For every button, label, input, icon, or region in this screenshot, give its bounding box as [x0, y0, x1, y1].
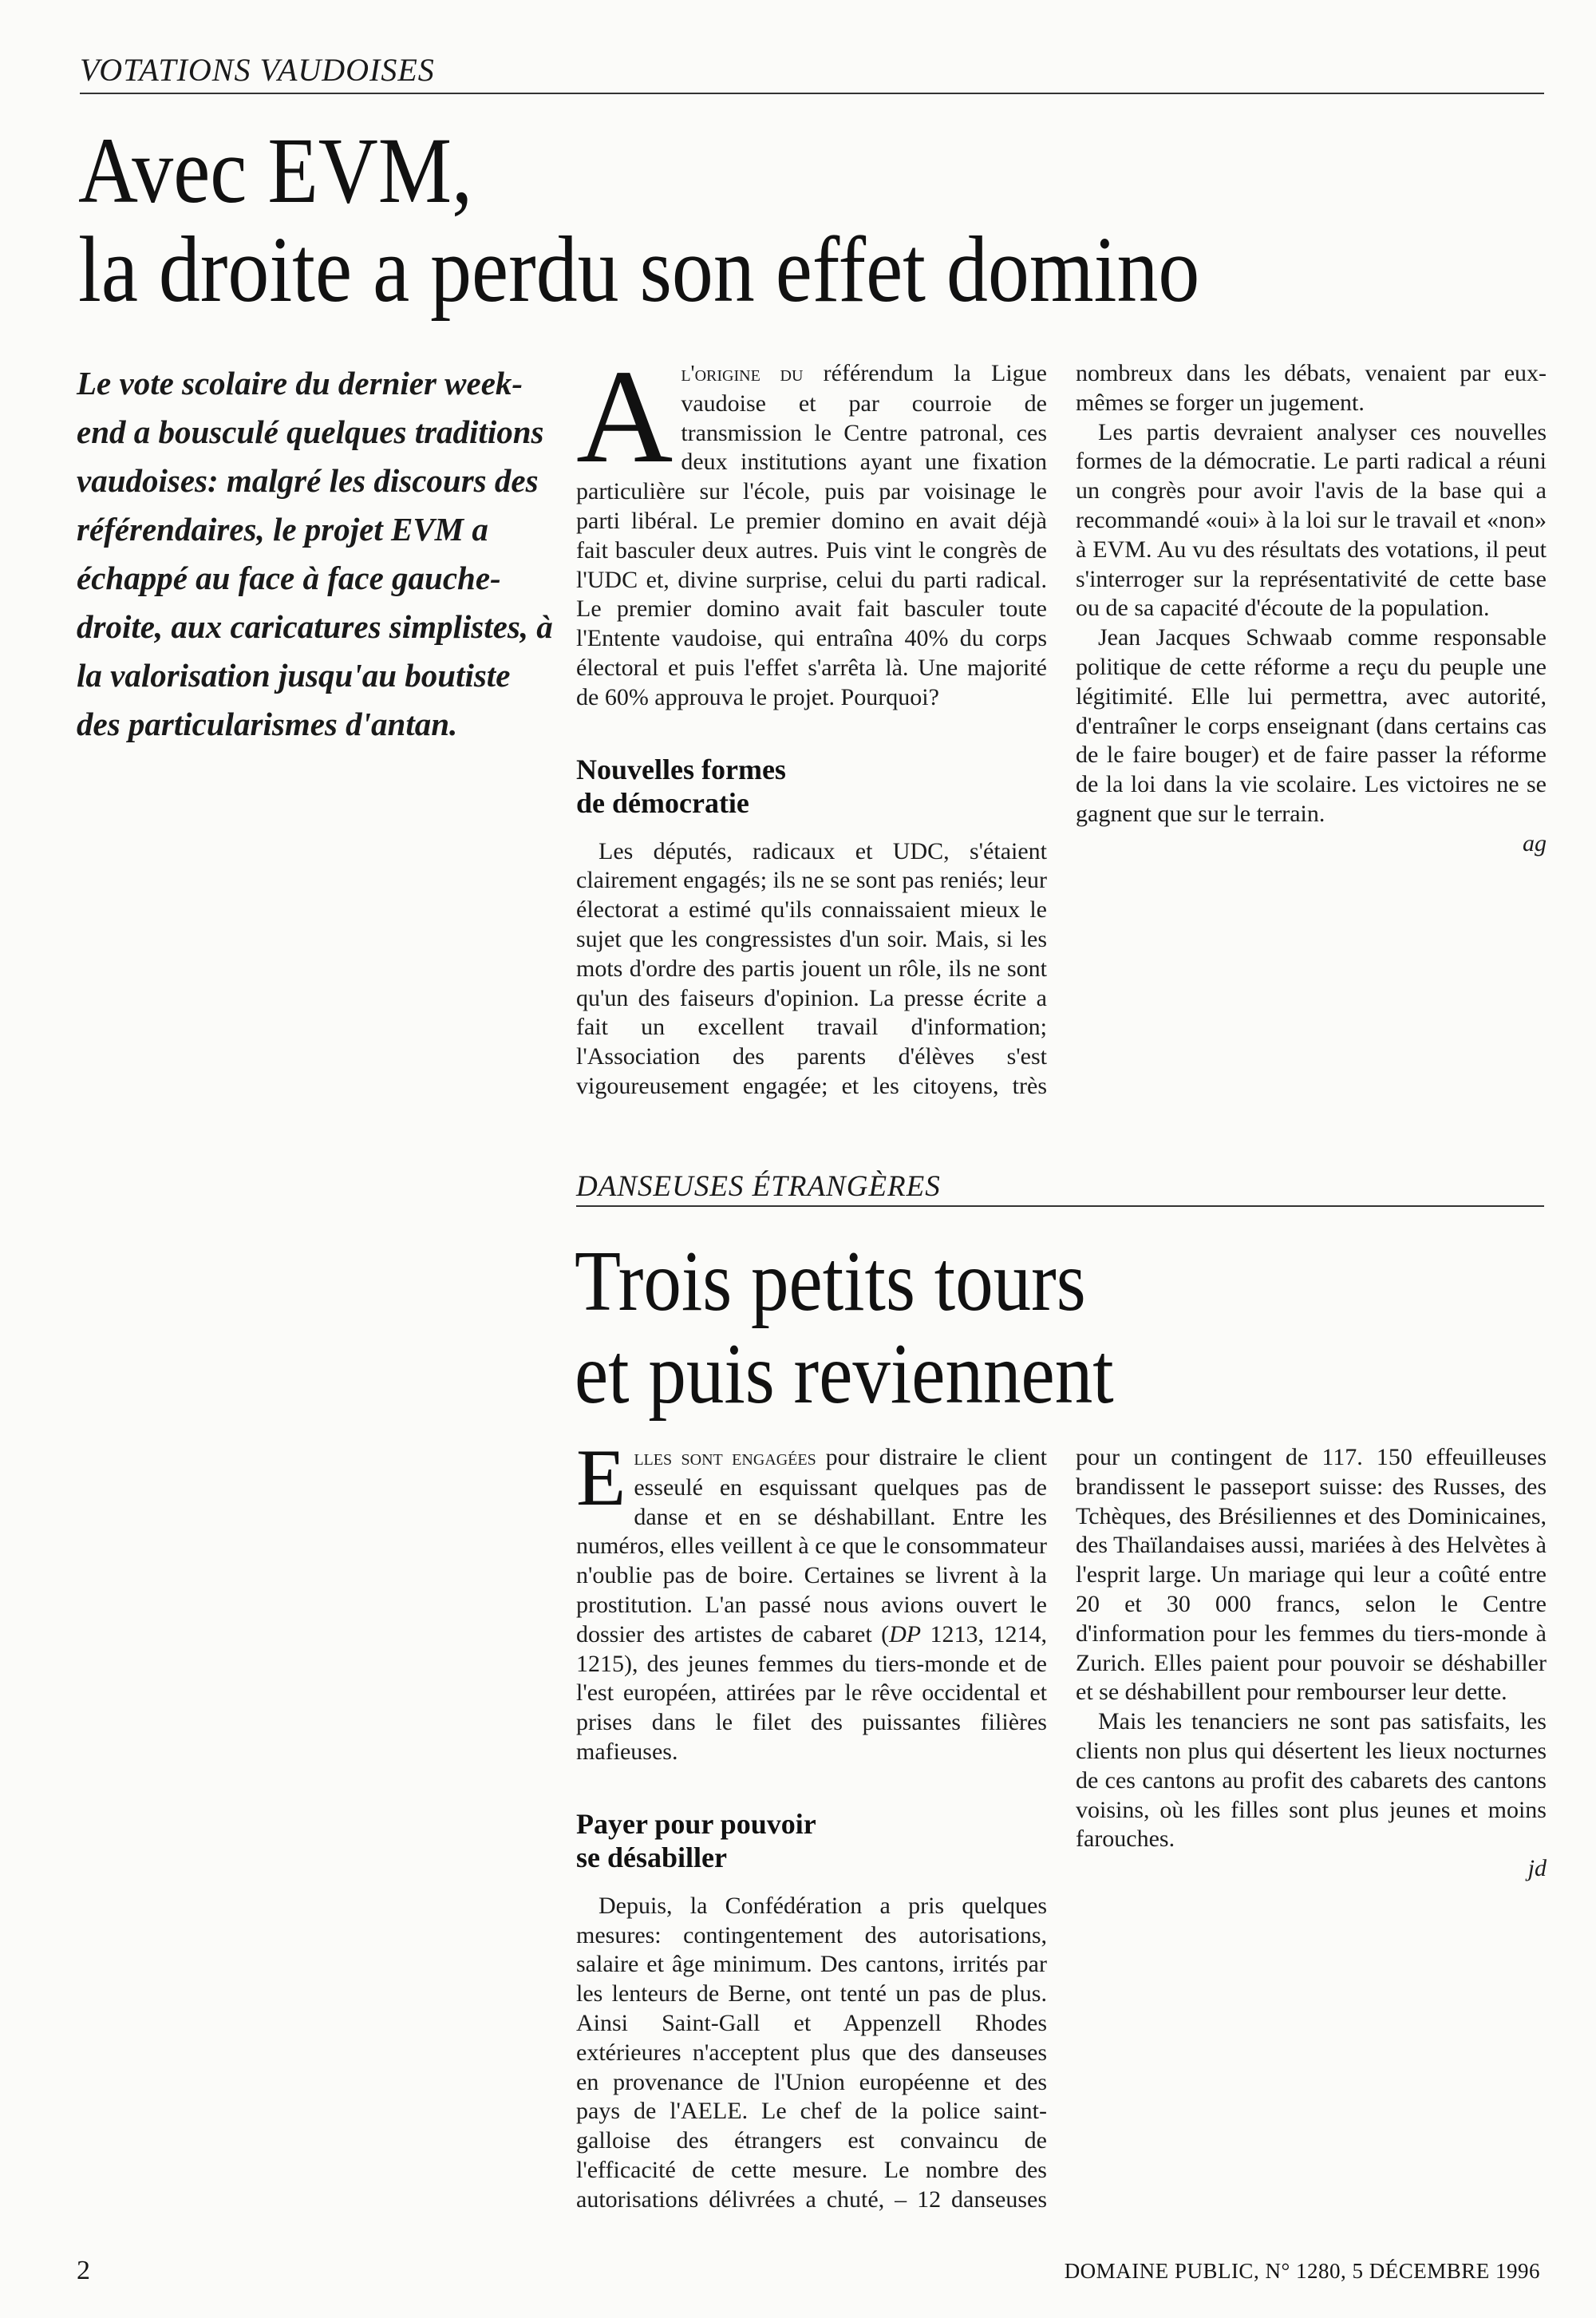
- publication-footer: DOMAINE PUBLIC, N° 1280, 5 DÉCEMBRE 1996: [1064, 2259, 1540, 2283]
- article-headline: [575, 1236, 1187, 1421]
- body-paragraph: Al'origine du référendum la Ligue vaudoise et par courroie de transmission le Centre patronal, ces deux institutions ayant une fixation particulière sur l'école, puis par voisinage le parti libéral. Le premier domino en avait déjà fait basculer deux autres. Puis vint le congrès de l'UDC et, divine surprise, celui du parti radical. Le premier domino avait fait basculer toute l'Entente vaudoise, qui entraîna 40% du corps électoral et puis l'effet s'arrêta là. Une majorité de 60% approuva le projet. Pourquoi?: [576, 342, 1047, 710]
- drop-cap: E: [576, 1433, 626, 1523]
- subheading: Nouvelles formes de démocratie: [576, 753, 786, 819]
- publication-ref: DP: [889, 1620, 922, 1648]
- headline-line-2: et puis reviennent: [575, 1327, 1114, 1422]
- author-signature: jd: [1527, 1855, 1547, 1882]
- opening-smallcaps: lles sont engagées: [634, 1446, 816, 1470]
- article-lead: Le vote scolaire du dernier week-end a bousculé quelques traditions vaudoises: malgré les discours des référendaires, le projet EVM a échappé au face à face gauche-droite, aux caricatures simplistes, à la valorisation jusqu'au boutiste des particularismes d'antan.: [77, 365, 553, 742]
- body-paragraph: Mais les tenanciers ne sont pas satisfaits, les clients non plus qui désertent les lieux nocturnes de ces cantons au profit des cabarets des cantons voisins, où les filles sont plus jeunes et moins farouches.: [1076, 1708, 1547, 1853]
- headline-line-1: Avec EVM,: [78, 118, 473, 223]
- section-rule: [80, 93, 1544, 94]
- author-signature: ag: [1523, 829, 1547, 856]
- body-paragraph: Depuis, la Confédération a pris quelques mesures: contingentement des autorisations, salaire et âge minimum. Des cantons, irrités par les lenteurs de Berne, ont tenté un pas de plus. Ainsi Saint-Gall et Appenzell Rhodes extérieures n'acceptent plus que des danseuses en provenance de l'Union européenne et des pays de l'AELE. Le chef de la police saint-galloise des étrangers est convaincu de l'efficacité de cette mesure. Le nombre des autorisations délivrées a chuté, – 12 danseuses pour un contingent de 117. 150 effeuilleuses brandissent le passeport suisse: des Russes, des Tchèques, des Brésiliennes et des Dominicaines, des Thaïlandaises aussi, mariées à des Helvètes à l'esprit large. Un mariage qui leur a coûté entre 20 et 30 000 francs, selon le Centre d'information pour les femmes du tiers-monde à Zurich. Elles paient pour pouvoir se déshabiller et se déshabillent pour rembourser leur dette.: [576, 1444, 1547, 2213]
- section-rubric: DANSEUSES ÉTRANGÈRES: [576, 1170, 941, 1203]
- section-rubric: VOTATIONS VAUDOISES: [80, 52, 435, 88]
- drop-cap: A: [576, 342, 674, 491]
- article-headline: [78, 118, 1353, 322]
- article-body: [576, 342, 1547, 1133]
- headline-line-2: la droite a perdu son effet domino: [78, 217, 1200, 322]
- section-rule: [576, 1205, 1544, 1207]
- opening-smallcaps: l'origine du: [681, 362, 804, 386]
- body-paragraph: Les partis devraient analyser ces nouvelles formes de la démocratie. Le parti radical a réuni un congrès pour avoir l'avis de la base qui a recommandé «oui» à la loi sur le travail et «non» à EVM. Au vu des résultats des votations, il peut s'interroger sur la représentativité de cette base ou de sa capacité d'écoute de la population.: [1076, 418, 1547, 622]
- body-paragraph: Jean Jacques Schwaab comme responsable politique de cette réforme a reçu du peuple une légitimité. Elle lui permettra, avec autorité, d'entraîner le corps enseignant (dans certains cas de le faire bouger) et de faire passer la réforme de la loi dans la vie scolaire. Les victoires ne se gagnent que sur le terrain.: [1076, 624, 1547, 827]
- article-body: [576, 1433, 1547, 2241]
- subheading: Payer pour pouvoir se désabiller: [576, 1807, 816, 1873]
- body-paragraph: Les députés, radicaux et UDC, s'étaient clairement engagés; ils ne se sont pas reniés; leur électorat a estimé qu'ils connaissaient mieux le sujet que les congressistes d'un soir. Mais, si les mots d'ordre des partis jouent un rôle, ils ne sont qu'un des faiseurs d'opinion. La presse écrite a fait un excellent travail d'information; l'Association des parents d'élèves s'est vigoureusement engagée; et les citoyens, très nombreux dans les débats, venaient par eux-mêmes se forger un jugement.: [576, 360, 1547, 1099]
- headline-line-1: Trois petits tours: [575, 1234, 1086, 1329]
- body-paragraph: Elles sont engagées pour distraire le client esseulé en esquissant quelques pas de danse et en se déshabillant. Entre les numéros, elles veillent à ce que le consommateur n'oublie pas de boire. Certaines se livrent à la prostitution. L'an passé nous avions ouvert le dossier des artistes de cabaret (DP 1213, 1214, 1215), des jeunes femmes du tiers-monde et de l'est européen, attirées par le rêve occidental et prises dans le filet des puissantes filières mafieuses.: [576, 1433, 1048, 1765]
- page-number: 2: [77, 2256, 90, 2285]
